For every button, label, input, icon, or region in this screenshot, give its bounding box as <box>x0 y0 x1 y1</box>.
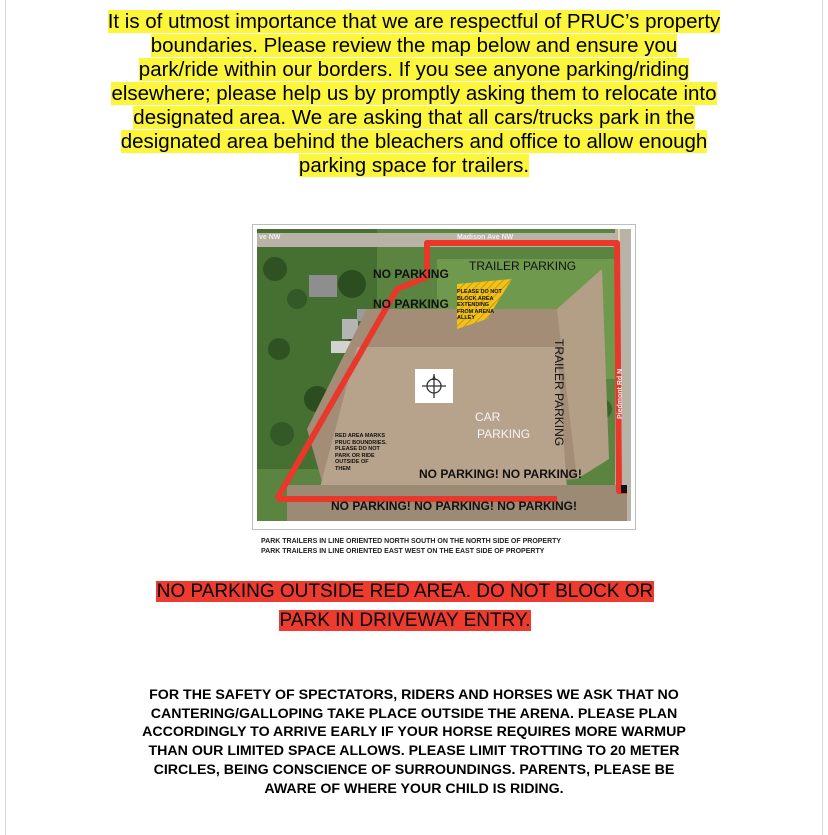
road-label-piedmont: Piedmont Rd N <box>617 368 624 419</box>
no-parking-row-2: NO PARKING! NO PARKING! NO PARKING! <box>331 499 577 513</box>
caption-line-2: PARK TRAILERS IN LINE ORIENTED EAST WEST ON THE EAST SIDE OF PROPERTY <box>261 548 545 555</box>
no-parking-label-2: NO PARKING <box>373 297 449 311</box>
trailer-parking-top-label: TRAILER PARKING <box>469 259 577 273</box>
intro-line: parking space for trailers. <box>298 154 530 177</box>
caption-line-1: PARK TRAILERS IN LINE ORIENTED NORTH SOUTH ON THE NORTH SIDE OF PROPERTY <box>261 538 562 545</box>
property-map-frame <box>252 224 636 530</box>
intro-line: designated area behind the bleachers and office to allow enough <box>120 130 708 153</box>
intro-line: elsewhere; please help us by promptly asking them to relocate into <box>111 82 717 105</box>
safety-line: THAN OUR LIMITED SPACE ALLOWS. PLEASE LIMIT TROTTING TO 20 METER <box>148 743 680 760</box>
safety-line: CANTERING/GALLOPING TAKE PLACE OUTSIDE THE ARENA. PLEASE PLAN <box>150 705 678 722</box>
intro-line: boundaries. Please review the map below and ensure you <box>150 34 678 57</box>
page-edge-right <box>822 0 823 835</box>
safety-line: FOR THE SAFETY OF SPECTATORS, RIDERS AND HORSES WE ASK THAT NO <box>149 687 679 703</box>
parking-warning <box>155 577 655 635</box>
compass-icon <box>419 372 449 400</box>
map-caption <box>261 537 561 557</box>
intro-paragraph <box>78 10 750 178</box>
no-parking-label-1: NO PARKING <box>373 267 449 281</box>
safety-line: CIRCLES, BEING CONSCIENCE OF SURROUNDINGS. PARENTS, PLEASE BE <box>153 761 675 778</box>
page-edge-left <box>5 0 6 835</box>
safety-paragraph <box>82 686 746 798</box>
do-not-block-note: PLEASE DO NOT BLOCK AREA EXTENDING FROM ARENA ALLEY <box>457 289 502 321</box>
no-parking-row-1: NO PARKING! NO PARKING! <box>419 467 582 481</box>
road-label-madison: Madison Ave NW <box>457 234 514 241</box>
intro-line: It is of utmost importance that we are respectful of PRUC’s property <box>107 10 721 33</box>
car-parking-label: CAR PARKING <box>475 410 531 441</box>
intro-line: park/ride within our borders. If you see anyone parking/riding <box>138 58 690 81</box>
safety-line: AWARE OF WHERE YOUR CHILD IS RIDING. <box>264 780 564 797</box>
warning-line-1: NO PARKING OUTSIDE RED AREA. DO NOT BLOCK OR <box>156 581 654 602</box>
warning-line-2: PARK IN DRIVEWAY ENTRY. <box>279 610 531 631</box>
property-map <box>257 229 631 521</box>
red-area-note: RED AREA MARKS PRUC BOUNDRIES. PLEASE DO NOT PARK OR RIDE OUTSIDE OF THEM <box>335 433 387 472</box>
safety-line: ACCORDINGLY TO ARRIVE EARLY IF YOUR HORSE REQUIRES MORE WARMUP <box>142 724 686 741</box>
trailer-parking-side-label: TRAILER PARKING <box>552 339 566 447</box>
intro-line: designated area. We are asking that all cars/trucks park in the <box>133 106 695 129</box>
road-label-top-left: ve NW <box>259 234 281 241</box>
